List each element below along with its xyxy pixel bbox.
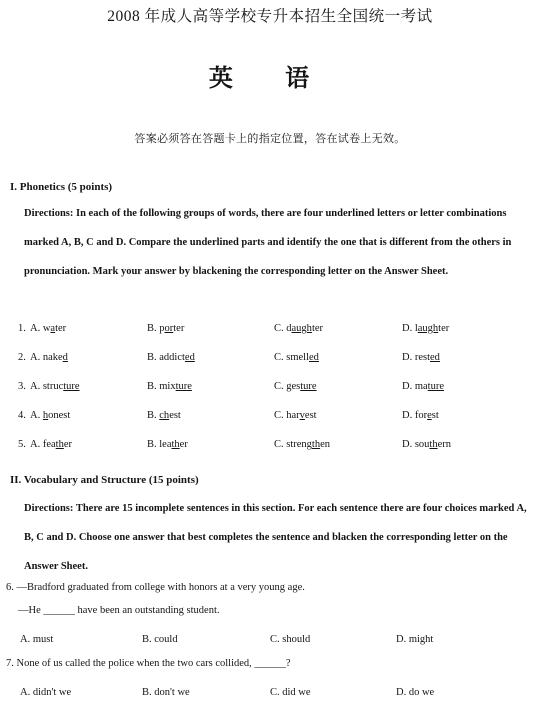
exam-title: 2008 年成人高等学校专升本招生全国统一考试 [107, 8, 433, 25]
option-a[interactable]: A. didn't we [20, 687, 72, 698]
item-number: 1. [18, 323, 26, 334]
option-a[interactable] [30, 439, 72, 450]
option-b[interactable] [147, 439, 188, 450]
underlined-letters: or [164, 323, 174, 334]
underlined-letters: ed [309, 352, 319, 363]
option-d[interactable] [402, 323, 449, 334]
word-part: C. streng [274, 439, 312, 450]
word-part: B. addict [147, 352, 185, 363]
word-part: est [304, 410, 317, 421]
word-part: A. w [30, 323, 51, 334]
word-part: C. ges [274, 381, 301, 392]
underlined-letters: ture [427, 381, 444, 392]
underlined-letters: v [299, 410, 305, 421]
subject-title: 英 语 [208, 64, 332, 92]
option-d[interactable] [402, 381, 444, 392]
option-b[interactable] [147, 323, 184, 334]
option-d[interactable]: D. might [396, 634, 434, 645]
option-d[interactable] [402, 352, 440, 363]
option-c[interactable] [274, 323, 323, 334]
word-part: B. mix [147, 381, 176, 392]
underlined-letters: th [55, 439, 64, 450]
word-part: C. har [274, 410, 300, 421]
word-part: er [179, 439, 188, 450]
option-c[interactable] [274, 352, 319, 363]
option-a[interactable] [30, 410, 70, 421]
word-part: C. smell [274, 352, 310, 363]
underlined-letters: ture [175, 381, 192, 392]
option-d[interactable] [402, 410, 439, 421]
word-part: est [169, 410, 181, 421]
underlined-letters: h [42, 410, 49, 421]
item-number: 2. [18, 352, 26, 363]
underlined-letters: augh [291, 323, 312, 334]
underlined-letters: d [62, 352, 68, 363]
option-c[interactable] [274, 381, 317, 392]
option-b[interactable]: B. could [142, 634, 178, 645]
option-a[interactable]: A. must [20, 634, 54, 645]
option-a[interactable] [30, 323, 66, 334]
word-part: A. nake [30, 352, 63, 363]
section-heading-phonetics: I. Phonetics (5 points) [10, 181, 113, 193]
word-part: A. struc [30, 381, 64, 392]
word-part: er [63, 439, 72, 450]
underlined-letters: augh [417, 323, 439, 334]
option-b[interactable] [147, 410, 181, 421]
word-part: ter [311, 323, 324, 334]
option-c[interactable]: C. should [270, 634, 311, 645]
item-number: 4. [18, 410, 26, 421]
option-c[interactable] [274, 410, 317, 421]
option-b[interactable] [147, 352, 195, 363]
word-part: D. sou [402, 439, 430, 450]
word-part: A. fea [30, 439, 56, 450]
word-part: B. p [147, 323, 165, 334]
option-d[interactable] [402, 439, 451, 450]
question-6-prompt: 6. —Bradford graduated from college with honors at a very young age. [6, 582, 305, 593]
question-7-prompt: 7. None of us called the police when the two cars collided, ______? [6, 658, 291, 669]
word-part: st [431, 410, 439, 421]
underlined-letters: e [427, 410, 432, 421]
vocabulary-directions: Directions: There are 15 incomplete sentences in this section. For each sentence there are four choices marked A, B, C and D. Choose one answer that best completes the sentence and blacken the corresponding letter on the Answer Sheet. [24, 503, 527, 572]
underlined-letters: ture [63, 381, 80, 392]
underlined-letters: ed [430, 352, 440, 363]
answer-notice: 答案必须答在答题卡上的指定位置，答在试卷上无效。 [134, 132, 406, 145]
option-c[interactable] [274, 439, 330, 450]
word-part: ter [438, 323, 450, 334]
word-part: onest [48, 410, 71, 421]
option-b[interactable] [147, 381, 192, 392]
question-6-line2: —He ______ have been an outstanding student. [18, 605, 220, 616]
word-part: D. rest [402, 352, 430, 363]
word-part: B. lea [147, 439, 172, 450]
word-part: B. [147, 410, 160, 421]
item-number: 3. [18, 381, 26, 392]
item-number: 5. [18, 439, 26, 450]
word-part: D. l [402, 323, 418, 334]
option-d[interactable]: D. do we [396, 687, 435, 698]
underlined-letters: ch [159, 410, 170, 421]
option-a[interactable] [30, 352, 68, 363]
word-part: D. ma [402, 381, 428, 392]
option-a[interactable] [30, 381, 80, 392]
underlined-letters: ture [300, 381, 317, 392]
word-part: C. d [274, 323, 292, 334]
underlined-letters: th [429, 439, 438, 450]
underlined-letters: ed [184, 352, 195, 363]
word-part: en [320, 439, 331, 450]
word-part: D. for [402, 410, 428, 421]
word-part: A. [30, 410, 43, 421]
word-part: ter [173, 323, 185, 334]
underlined-letters: a [50, 323, 56, 334]
option-c[interactable]: C. did we [270, 687, 311, 698]
word-part: ern [437, 439, 452, 450]
section-heading-vocabulary: II. Vocabulary and Structure (15 points) [10, 474, 199, 486]
option-b[interactable]: B. don't we [142, 687, 190, 698]
underlined-letters: th [171, 439, 180, 450]
word-part: ter [55, 323, 67, 334]
underlined-letters: th [311, 439, 321, 450]
phonetics-directions: Directions: In each of the following groups of words, there are four underlined letters or letter combinations marked A, B, C and D. Compare the underlined parts and identify the one that is different from the others in pronunciation. Mark your answer by blackening the corresponding letter on the Answer Sheet. [24, 208, 512, 277]
